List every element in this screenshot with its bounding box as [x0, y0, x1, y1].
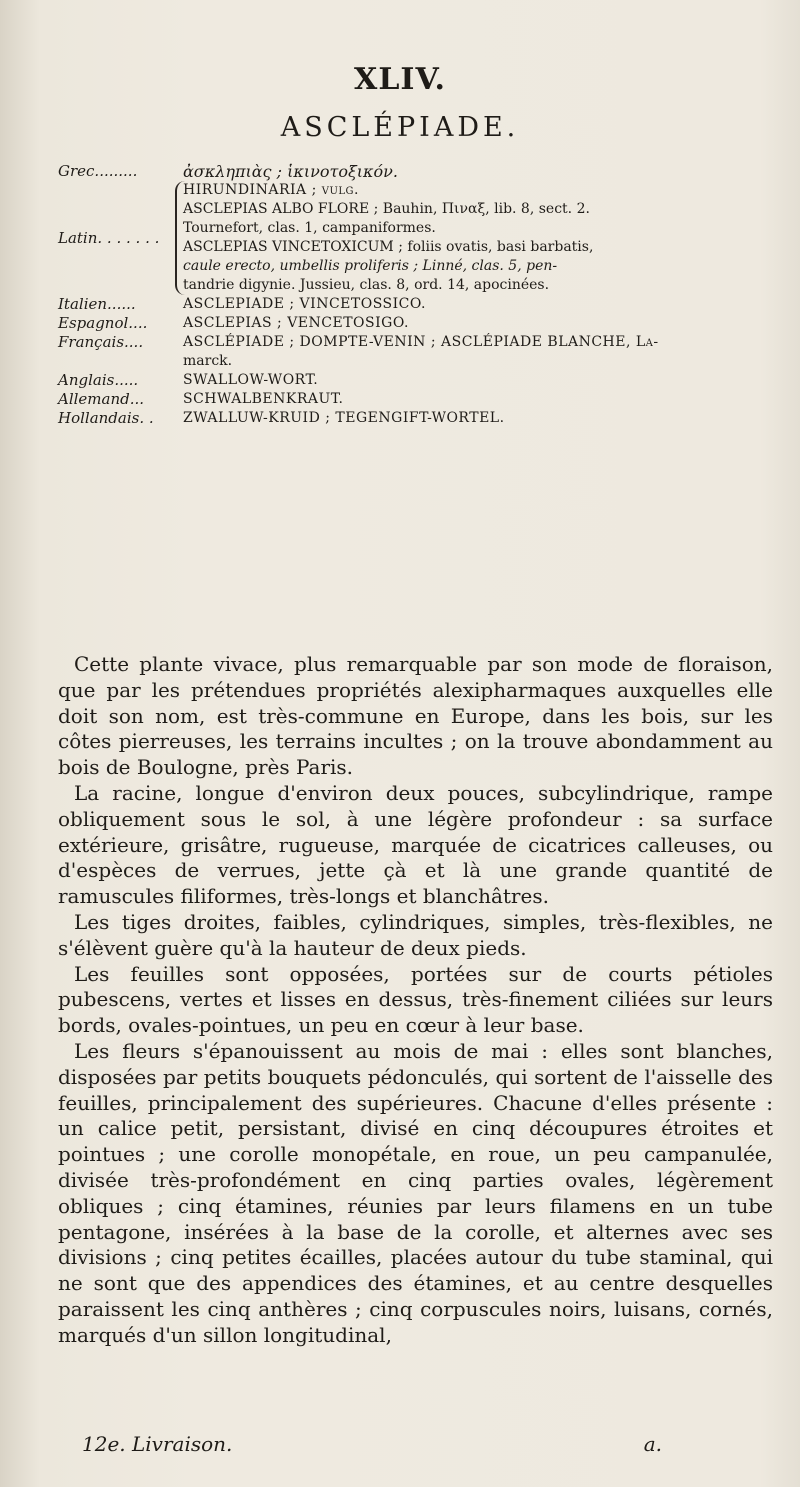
latin-line: ASCLEPIAS ALBO FLORE ; Bauhin, Πιναξ, lib. 8, sect. 2. — [183, 201, 590, 217]
name-value-francais — [183, 333, 758, 371]
lang-label-francais: Français.... — [58, 333, 144, 351]
name-value-hollandais: ZWALLUW-KRUID ; TEGENGIFT-WORTEL. — [183, 410, 505, 426]
name-row-allemand — [58, 390, 758, 409]
name-row-latin — [58, 181, 758, 295]
name-row-italien — [58, 295, 758, 314]
lang-label-allemand: Allemand... — [58, 390, 145, 408]
livraison-note: 12e. Livraison. — [82, 1432, 233, 1456]
name-value-francais-line1: ASCLÉPIADE ; DOMPTE-VENIN ; ASCLÉPIADE BLANCHE, La- — [183, 334, 659, 350]
name-row-grec — [58, 162, 758, 181]
latin-line: ASCLEPIAS VINCETOXICUM ; foliis ovatis, basi barbatis, — [183, 239, 594, 255]
body-text — [58, 652, 773, 1349]
name-value-grec: ἀσκληπιὰς ; ἱκινοτοξικόν. — [183, 162, 398, 181]
latin-line: tandrie digynie. Jussieu, clas. 8, ord. 14, apocinées. — [183, 277, 550, 293]
name-value-espagnol: ASCLEPIAS ; VENCETOSIGO. — [183, 315, 409, 331]
page-title: ASCLÉPIADE. — [280, 112, 520, 143]
names-block — [58, 162, 758, 428]
name-row-francais — [58, 333, 758, 371]
latin-lines — [175, 181, 758, 295]
lang-label-latin: Latin. . . . . . . — [58, 228, 160, 247]
name-row-hollandais — [58, 409, 758, 428]
lang-label-hollandais: Hollandais. . — [58, 409, 154, 427]
paragraph: Les feuilles sont opposées, portées sur de courts pétioles pubescens, vertes et lisses en dessus, très-finement ciliées sur leurs bords, ovales-pointues, un peu en cœur à leur base. — [58, 961, 773, 1038]
lang-label-italien: Italien...... — [58, 295, 136, 313]
name-value-italien: ASCLEPIADE ; VINCETOSSICO. — [183, 296, 426, 312]
latin-line: Tournefort, clas. 1, campaniformes. — [183, 220, 436, 236]
paragraph: La racine, longue d'environ deux pouces, subcylindrique, rampe obliquement sous le sol, à une légère profondeur : sa surface extérieure, grisâtre, rugueuse, marquée de cicatrices calleuses, ou d'espèces de verrues, jette çà et là une grande quantité de ramuscules filiformes, très-longs et blanchâtres. — [58, 780, 773, 909]
latin-line: caule erecto, umbellis proliferis ; Linné, clas. 5, pen- — [183, 258, 558, 274]
signature-mark: a. — [643, 1432, 662, 1456]
paragraph: Les fleurs s'épanouissent au mois de mai : elles sont blanches, disposées par petits bouquets pédonculés, qui sortent de l'aisselle des feuilles, principalement des supérieures. Chacune d'elles présente : un calice petit, persistant, divisé en cinq découpures étroites et pointues ; une corolle monopétale, en roue, un peu campanulée, divisée très-profondément en cinq parties ovales, légèrement obliques ; cinq étamines, réunies par leurs filamens en un tube pentagone, insérées à la base de la corolle, et alternes avec ses divisions ; cinq petites écailles, placées autour du tube staminal, qui ne sont que des appendices des étamines, et au centre desquelles paraissent les cinq anthères ; cinq corpuscules noirs, luisans, cornés, marqués d'un sillon longitudinal, — [58, 1038, 773, 1347]
plate-number: XLIV. — [354, 62, 446, 97]
footer — [82, 1432, 722, 1456]
name-row-espagnol — [58, 314, 758, 333]
lang-label-anglais: Anglais..... — [58, 371, 139, 389]
lang-label-espagnol: Espagnol.... — [58, 314, 148, 332]
name-value-anglais: SWALLOW-WORT. — [183, 372, 319, 388]
name-value-francais-line2: marck. — [183, 353, 233, 369]
lang-label-grec: Grec......... — [58, 162, 138, 180]
paragraph: Les tiges droites, faibles, cylindriques, simples, très-flexibles, ne s'élèvent guère qu'à la hauteur de deux pieds. — [58, 909, 773, 960]
name-row-anglais — [58, 371, 758, 390]
latin-line: HIRUNDINARIA ; vulg. — [183, 182, 359, 198]
name-value-allemand: SCHWALBENKRAUT. — [183, 391, 344, 407]
paragraph: Cette plante vivace, plus remarquable par son mode de floraison, que par les prétendues propriétés alexipharmaques auxquelles elle doit son nom, est très-commune en Europe, dans les bois, sur les côtes pierreuses, les terrains incultes ; on la trouve abondamment au bois de Boulogne, près Paris. — [58, 652, 773, 780]
